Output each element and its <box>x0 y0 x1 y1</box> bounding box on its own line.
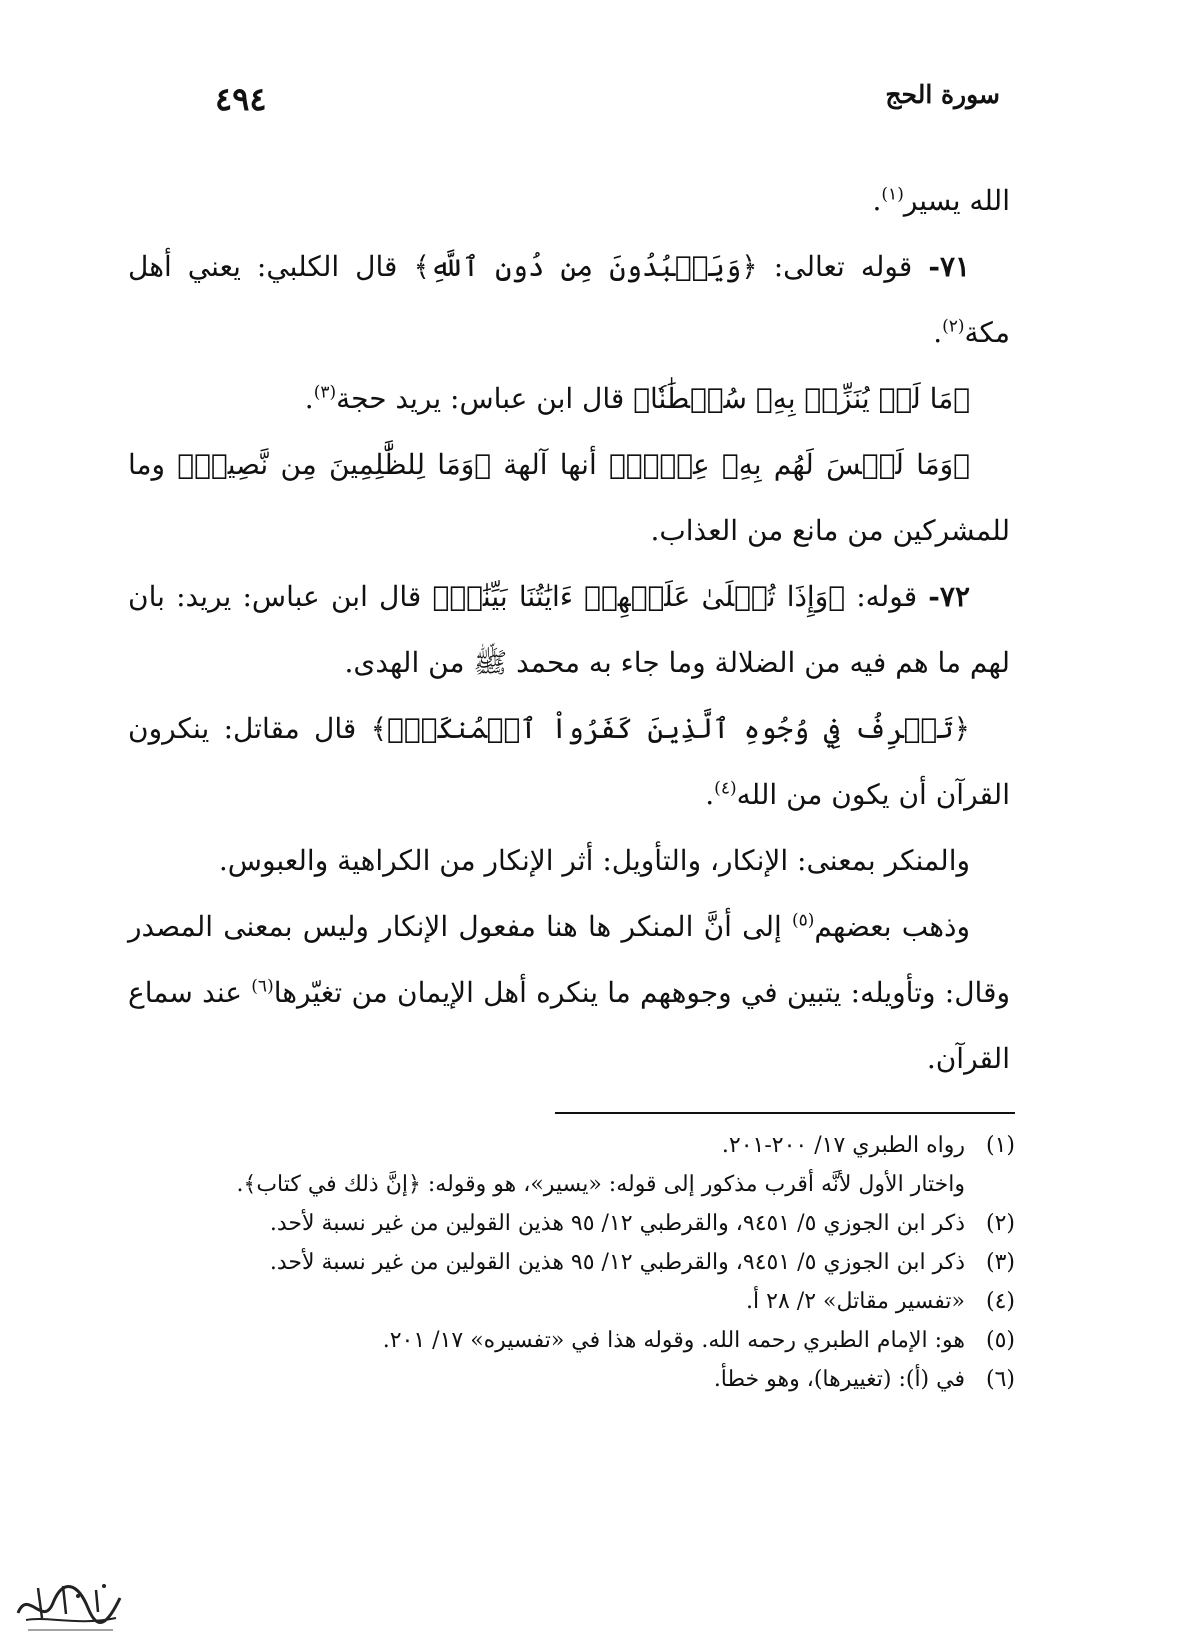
quran-quote: ﴿وَيَعۡبُدُونَ مِن دُونِ ٱللَّهِ﴾ <box>413 250 758 283</box>
quran-quote: ﴿وَإِذَا تُتۡلَىٰ عَلَيۡهِمۡ ءَايَٰتُنَا بَيِّنَٰتٖ﴾ <box>432 580 846 613</box>
footnote-item <box>128 1165 1015 1204</box>
text-run: الله يسير <box>903 184 1010 217</box>
footnote-text: «تفسير مقاتل» ٢/ ٢٨ أ. <box>746 1289 965 1314</box>
footnote-item <box>128 1126 1015 1165</box>
footnote-number: (١) <box>985 1133 1015 1158</box>
text-run: . <box>933 316 943 349</box>
text-run: وما للمشركين من مانع من العذاب. <box>128 448 1010 547</box>
text-run: وذهب بعضهم <box>814 910 971 943</box>
text-run: قوله: <box>845 580 929 613</box>
footnote-ref[interactable]: (٤) <box>714 778 737 799</box>
footnote-text: رواه الطبري ١٧/ ٢٠٠-٢٠١. <box>721 1133 965 1158</box>
footnote-item <box>128 1321 1015 1360</box>
footnote-ref[interactable]: (٥) <box>792 910 815 931</box>
text-run: . <box>705 778 715 811</box>
text-run: قال ابن عباس: يريد: بان لهم ما هم فيه من الضلالة وما جاء به محمد ﷺ من الهدى. <box>128 580 1010 679</box>
quran-quote: ﴿وَمَا لَيۡسَ لَهُم بِهِۦ عِلۡمٞ﴾ <box>608 448 970 481</box>
footnote-number: (٥) <box>985 1328 1015 1353</box>
footnote-text: ذكر ابن الجوزي ٥/ ٩٤٥١، والقرطبي ١٢/ ٩٥ هذين القولين من غير نسبة لأحد. <box>269 1211 965 1236</box>
footnote-item <box>128 1360 1015 1399</box>
footnote-number: (٤) <box>985 1289 1015 1314</box>
text-run: أنها آلهة <box>491 448 609 481</box>
footnote-number: (٣) <box>985 1250 1015 1275</box>
text-run: قال مقاتل: ينكرون القرآن أن يكون من الله <box>128 712 1010 811</box>
text-run: قال الكلبي: يعني أهل مكة <box>128 250 1010 349</box>
text-run: قال ابن عباس: يريد حجة <box>336 382 634 415</box>
paragraph <box>128 696 1010 828</box>
page-header <box>215 80 1000 130</box>
text-run: قوله تعالى: <box>757 250 929 283</box>
verse-number: ٧٢- <box>928 580 970 613</box>
footnote-ref[interactable]: (٣) <box>313 382 337 403</box>
footnote-text: واختار الأول لأنَّه أقرب مذكور إلى قوله: «يسير»، هو وقوله: ﴿إنَّ ذلك في كتاب﴾. <box>236 1172 965 1197</box>
text-run: إلى أنَّ المنكر ها هنا مفعول الإنكار وليس بمعنى المصدر وقال: وتأويله: يتبين في وجوههم ما ينكره أهل الإيمان من تغيّرها <box>128 910 1010 1009</box>
page-number: ٤٩٤ <box>215 80 267 118</box>
paragraph <box>128 564 1010 696</box>
footnote-separator <box>555 1112 1015 1114</box>
text-run: . <box>304 382 314 415</box>
text-run: والمنكر بمعنى: الإنكار، والتأويل: أثر الإنكار من الكراهية والعبوس. <box>218 844 970 877</box>
footnote-item <box>128 1243 1015 1282</box>
footnote-text: ذكر ابن الجوزي ٥/ ٩٤٥١، والقرطبي ١٢/ ٩٥ هذين القولين من غير نسبة لأحد. <box>269 1250 965 1275</box>
footnotes <box>128 1126 1015 1399</box>
surah-title: سورة الحج <box>885 80 1000 109</box>
footnote-item <box>128 1204 1015 1243</box>
footnote-item <box>128 1282 1015 1321</box>
footnote-ref[interactable]: (٢) <box>942 316 965 337</box>
paragraph <box>128 432 1010 564</box>
quran-quote: ﴿تَعۡرِفُ فِي وُجُوهِ ٱلَّذِينَ كَفَرُواْ ٱلۡمُنكَرَۖ﴾ <box>370 712 971 745</box>
verse-number: ٧١- <box>928 250 971 283</box>
main-text <box>128 168 1010 1092</box>
text-run: عند سماع القرآن. <box>128 976 1010 1075</box>
footnote-text: في (أ): (تغييرها)، وهو خطأ. <box>713 1367 965 1392</box>
footnote-number: (٦) <box>985 1367 1015 1392</box>
quran-quote: ﴿وَمَا لِلظَّٰلِمِينَ مِن نَّصِيرٖ﴾ <box>177 448 492 481</box>
paragraph <box>128 894 1010 1092</box>
quran-quote: ﴿مَا لَمۡ يُنَزِّلۡ بِهِۦ سُلۡطَٰنٗا﴾ <box>633 382 970 415</box>
paragraph <box>128 234 1010 366</box>
footnote-ref[interactable]: (١) <box>881 184 904 205</box>
paragraph <box>128 828 1010 894</box>
footnote-number: (٢) <box>985 1211 1015 1236</box>
text-run: . <box>872 184 882 217</box>
paragraph <box>128 168 1010 234</box>
footnote-ref[interactable]: (٦) <box>251 976 274 997</box>
calligraphy-watermark-logo <box>8 1568 128 1638</box>
paragraph <box>128 366 1010 432</box>
footnote-text: هو: الإمام الطبري رحمه الله. وقوله هذا في «تفسيره» ١٧/ ٢٠١. <box>382 1328 965 1353</box>
